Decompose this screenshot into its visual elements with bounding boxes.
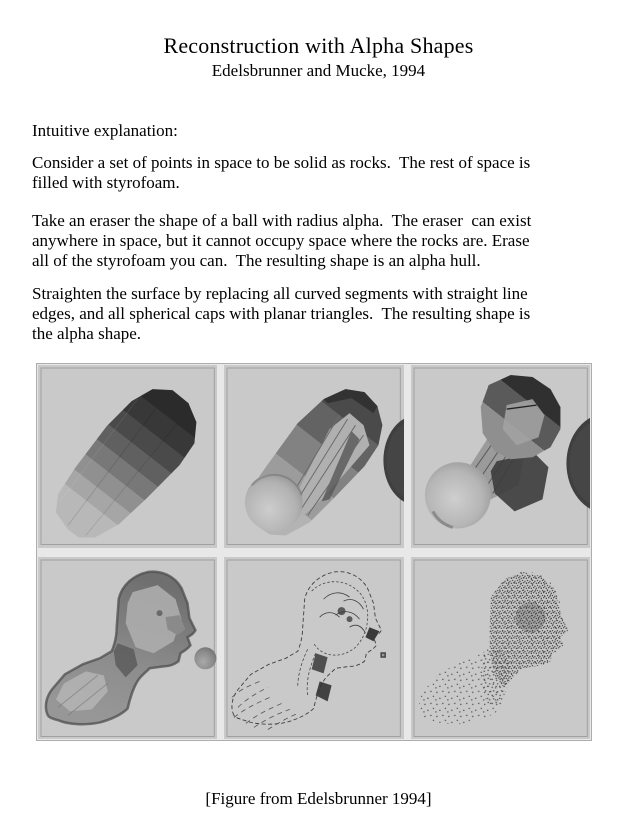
figure-panel-point-cloud-head (411, 557, 590, 740)
figure-panel-wireframe-head (224, 557, 403, 740)
paragraph-line: anywhere in space, but it cannot occupy space where the rocks are. Erase (32, 231, 530, 250)
paragraph-line: the alpha shape. (32, 324, 142, 343)
figure-panel-hull-medium-alpha (411, 365, 590, 548)
paragraph-line: Consider a set of points in space to be solid as rocks. The rest of space is (32, 153, 531, 172)
page-title: Reconstruction with Alpha Shapes (163, 33, 474, 58)
paragraph-line: filled with styrofoam. (32, 173, 180, 192)
paragraph-line: Take an eraser the shape of a ball with radius alpha. The eraser can exist (32, 211, 532, 230)
paragraph-rocks-styrofoam (32, 153, 612, 193)
figure-panel-alpha-shape-head (38, 557, 217, 740)
paragraph-line: all of the styrofoam you can. The resulting shape is an alpha hull. (32, 251, 481, 270)
page-subtitle: Edelsbrunner and Mucke, 1994 (211, 61, 426, 80)
figure-panel-hull-largest-alpha (38, 365, 217, 548)
figure-alpha-shape-sequence (36, 363, 592, 741)
paragraph-eraser-alpha-hull (32, 211, 612, 271)
paragraph-line: edges, and all spherical caps with planar triangles. The resulting shape is (32, 304, 531, 323)
paragraph-alpha-shape (32, 284, 612, 344)
figure-panel-hull-large-alpha (224, 365, 403, 548)
figure-caption: [Figure from Edelsbrunner 1994] (205, 789, 432, 808)
paragraph-line: Straighten the surface by replacing all curved segments with straight line (32, 284, 528, 303)
section-heading: Intuitive explanation: (32, 121, 178, 140)
